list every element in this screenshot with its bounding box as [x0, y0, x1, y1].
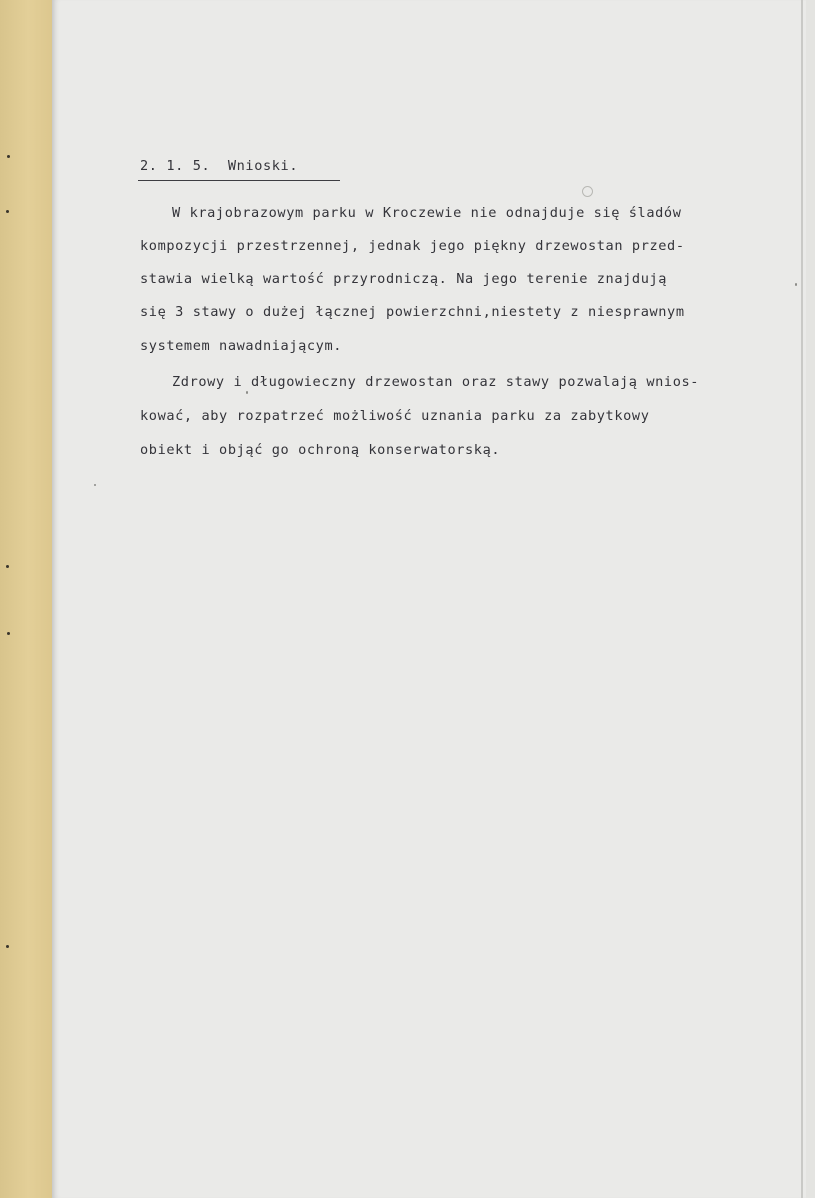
paper-mark	[582, 186, 593, 197]
paper-mark	[246, 391, 248, 394]
paragraph-1-line-1: W krajobrazowym parku w Kroczewie nie odnajduje się śladów	[172, 205, 682, 221]
sheet-edge	[801, 0, 803, 1198]
section-heading: 2. 1. 5. Wnioski.	[140, 158, 299, 174]
paragraph-1-line-4: się 3 stawy o dużej łącznej powierzchni,niestety z niesprawnym	[140, 304, 685, 320]
paragraph-1-line-3: stawia wielką wartość przyrodniczą. Na jego terenie znajdują	[140, 271, 668, 287]
paragraph-1-line-5: systemem nawadniającym.	[140, 338, 343, 354]
sheet-edge-margin	[806, 0, 815, 1198]
speck	[6, 945, 9, 948]
paragraph-2-line-3: obiekt i objąć go ochroną konserwatorską.	[140, 442, 501, 458]
paragraph-2-line-1: Zdrowy i długowieczny drzewostan oraz stawy pozwalają wnios-	[172, 374, 700, 390]
backing-strip	[0, 0, 52, 1198]
paper-mark	[795, 283, 797, 286]
speck	[6, 565, 9, 568]
heading-underline	[138, 180, 340, 181]
speck	[6, 210, 9, 213]
paper-mark	[94, 484, 96, 486]
paragraph-2-line-2: kować, aby rozpatrzeć możliwość uznania parku za zabytkowy	[140, 408, 650, 424]
speck	[7, 155, 10, 158]
speck	[7, 632, 10, 635]
paragraph-1-line-2: kompozycji przestrzennej, jednak jego piękny drzewostan przed-	[140, 238, 685, 254]
